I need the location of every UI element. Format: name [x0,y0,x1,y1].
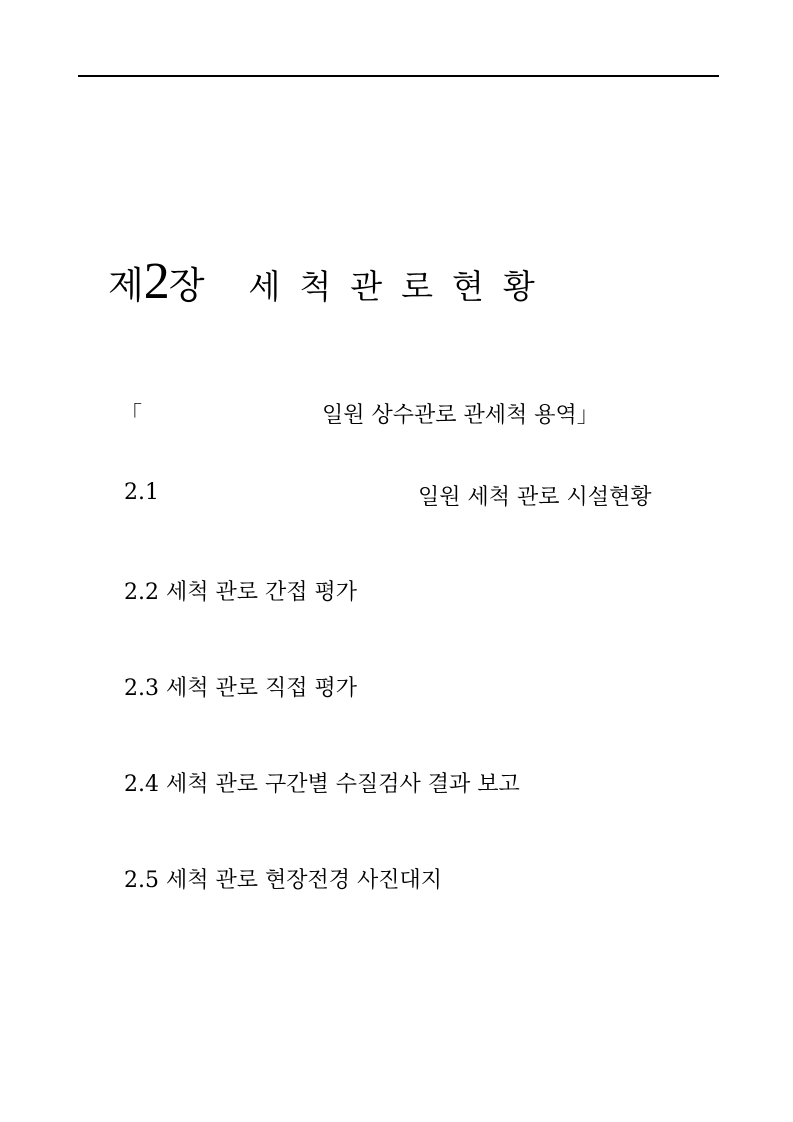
project-name: 일원 상수관로 관세척 용역」 [322,403,599,428]
project-open-bracket: 「 [120,403,143,428]
section-2-3: 2.3 세척 관로 직접 평가 [124,676,357,701]
section-2-2: 2.2 세척 관로 간접 평가 [124,580,357,605]
section-2-1-title: 일원 세척 관로 시설현황 [418,485,652,510]
chapter-prefix: 제 [108,264,144,307]
chapter-title: 세척관로현황 [248,267,554,306]
section-2-4: 2.4 세척 관로 구간별 수질검사 결과 보고 [124,772,520,797]
chapter-heading [108,252,554,312]
section-2-5: 2.5 세척 관로 현장전경 사진대지 [124,868,442,893]
header-rule [78,75,719,77]
section-2-1-number: 2.1 [124,480,159,505]
chapter-number: 2 [143,253,169,310]
chapter-suffix: 장 [168,264,205,307]
